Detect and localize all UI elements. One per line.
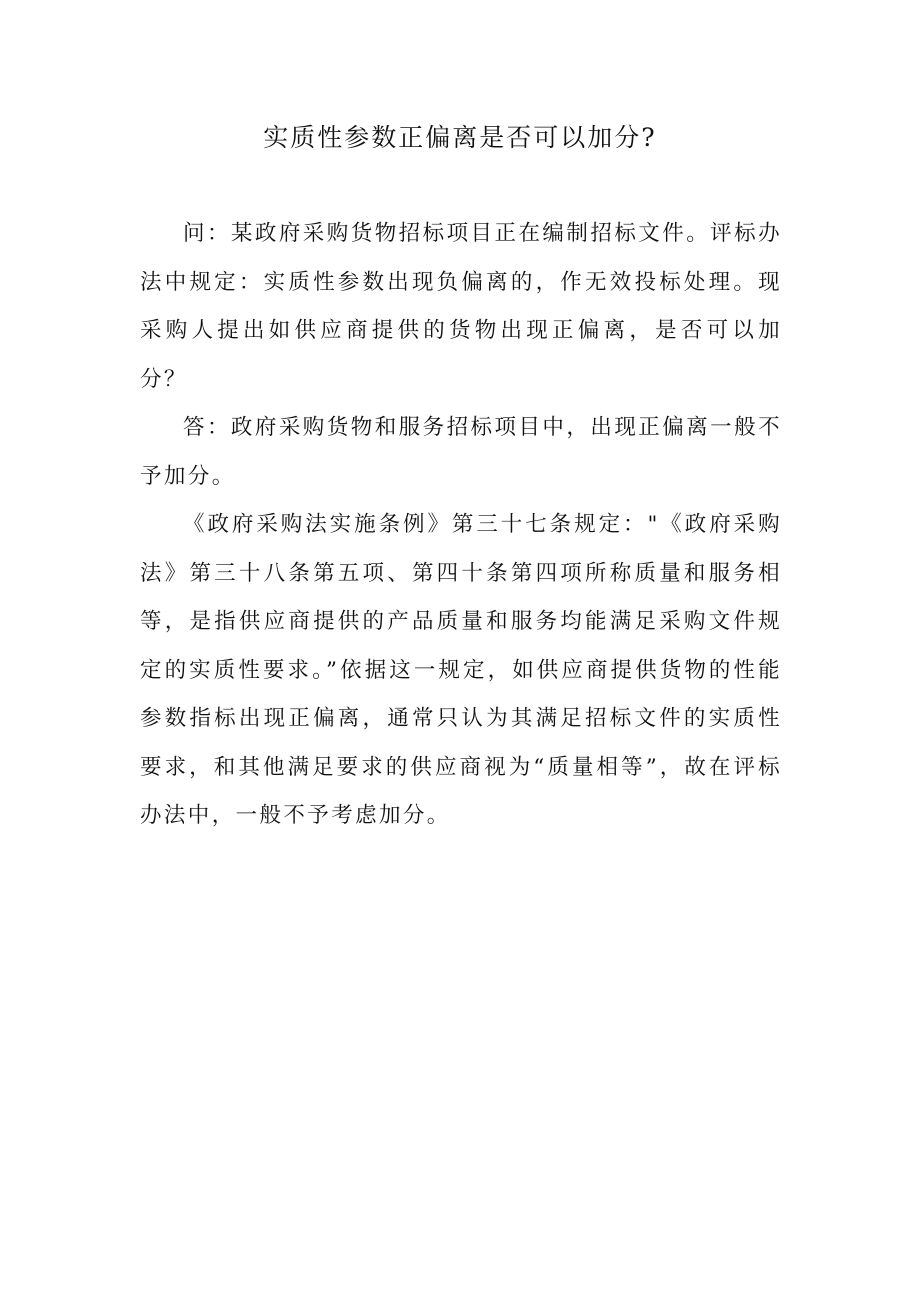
answer-paragraph: 答：政府采购货物和服务招标项目中，出现正偏离一般不予加分。	[140, 415, 782, 489]
question-paragraph: 问：某政府采购货物招标项目正在编制招标文件。评标办法中规定：实质性参数出现负偏离的，作无效投标处理。现采购人提出如供应商提供的货物出现正偏离，是否可以加分？	[140, 221, 782, 392]
document-body	[140, 210, 782, 841]
regulation-paragraph: 《政府采购法实施条例》第三十七条规定："《政府采购法》第三十八条第五项、第四十条第四项所称质量和服务相等，是指供应商提供的产品质量和服务均能满足采购文件规定的实质性要求。”依据这一规定，如供应商提供货物的性能参数指标出现正偏离，通常只认为其满足招标文件的实质性要求，和其他满足要求的供应商视为“质量相等”，故在评标办法中，一般不予考虑加分。	[140, 512, 782, 828]
page-title: 实质性参数正偏离是否可以加分?	[263, 123, 657, 152]
